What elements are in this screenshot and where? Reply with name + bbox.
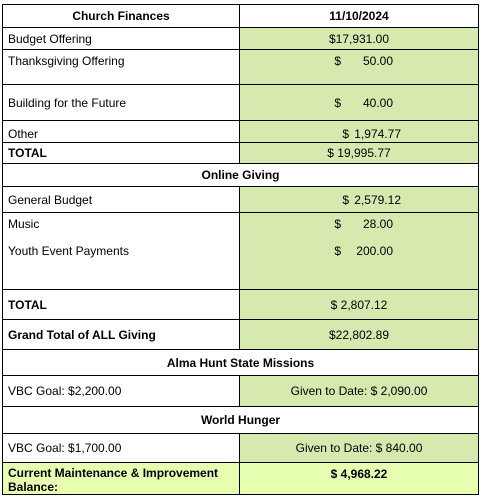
currency-symbol: $ [334,95,341,110]
offering-row [3,85,479,121]
online-giving-heading: Online Giving [3,164,479,187]
grand-total-label: Grand Total of ALL Giving [3,320,240,350]
offering-amount [240,50,479,85]
offering-amount: $17,931.00 [240,28,479,50]
maintenance-row [3,463,479,495]
header-row [3,5,479,28]
finance-table [2,4,479,495]
offering-row [3,121,479,143]
alma-hunt-given: Given to Date: $ 2,090.00 [240,376,479,407]
grand-total-amount: $22,802.89 [240,320,479,350]
offering-amount [240,121,479,143]
online-amount [240,213,479,290]
online-amount [240,187,479,213]
alma-hunt-heading: Alma Hunt State Missions [3,350,479,376]
currency-symbol: $ [334,54,341,68]
world-hunger-row [3,434,479,463]
currency-symbol: $ [334,217,341,231]
offerings-total-row [3,143,479,164]
total-label: TOTAL [3,143,240,164]
section-heading-row [3,350,479,376]
amount-value: 50.00 [362,54,393,68]
amount-value: 200.00 [356,244,393,258]
offering-label: Budget Offering [3,28,240,50]
online-row [3,187,479,213]
sheet-date: 11/10/2024 [240,5,479,28]
total-amount: $ 19,995.77 [240,143,479,164]
maintenance-label: Current Maintenance & Improvement Balance: [3,463,240,495]
section-heading-row [3,164,479,187]
online-label: Music Youth Event Payments [3,213,240,290]
alma-hunt-goal: VBC Goal: $2,200.00 [3,376,240,407]
world-hunger-heading: World Hunger [3,407,479,434]
sheet-title: Church Finances [3,5,240,28]
amount-value: 2,579.12 [354,192,401,207]
offering-label: Other [3,121,240,143]
total-label: TOTAL [3,290,240,320]
offering-label: Thanksgiving Offering [3,50,240,85]
amount-value: 28.00 [362,217,393,231]
online-row [3,213,479,290]
world-hunger-given: Given to Date: $ 840.00 [240,434,479,463]
online-total-row [3,290,479,320]
offering-row [3,28,479,50]
currency-symbol: $ [334,244,341,258]
offering-label: Building for the Future [3,85,240,121]
amount-value: 40.00 [362,95,393,110]
amount-value: 1,974.77 [354,127,401,141]
offering-amount [240,85,479,121]
grand-total-row [3,320,479,350]
maintenance-amount: $ 4,968.22 [240,463,479,495]
offering-row [3,50,479,85]
currency-symbol: $ [342,127,349,141]
section-heading-row [3,407,479,434]
online-label: General Budget [3,187,240,213]
total-amount: $ 2,807.12 [240,290,479,320]
alma-hunt-row [3,376,479,407]
finance-sheet [2,4,479,495]
currency-symbol: $ [342,192,349,207]
world-hunger-goal: VBC Goal: $1,700.00 [3,434,240,463]
